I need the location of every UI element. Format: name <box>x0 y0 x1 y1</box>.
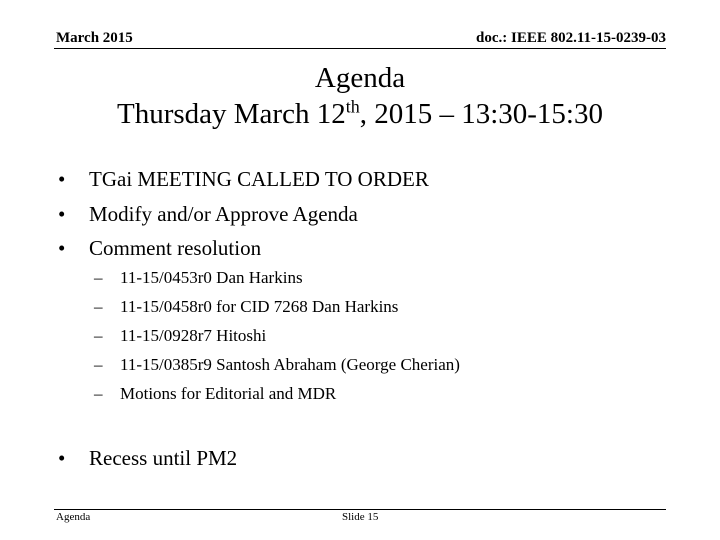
title-line-2-pre: Thursday March 12 <box>116 98 346 130</box>
dash-icon: – <box>94 355 103 374</box>
bullet-item <box>58 162 429 197</box>
sub-item-text: 11-15/0928r7 Hitoshi <box>120 326 267 345</box>
bullet-text: Recess until PM2 <box>89 446 238 470</box>
footer-label: Agenda <box>56 511 91 523</box>
bullet-icon: • <box>58 236 66 260</box>
sub-item <box>94 350 460 379</box>
sub-item-text: 11-15/0458r0 for CID 7268 Dan Harkins <box>120 297 399 316</box>
sub-item <box>94 379 460 408</box>
title-line-1: Agenda <box>314 62 406 94</box>
sub-item-list <box>94 263 460 408</box>
dash-icon: – <box>94 268 103 287</box>
bullet-item <box>58 197 429 232</box>
sub-item <box>94 292 460 321</box>
bullet-text: TGai MEETING CALLED TO ORDER <box>89 167 429 191</box>
bullet-item-recess <box>58 443 237 473</box>
bullet-icon: • <box>58 446 66 470</box>
bullet-list <box>58 162 429 266</box>
dash-icon: – <box>94 297 103 316</box>
slide-title <box>0 60 720 132</box>
bullet-text: Modify and/or Approve Agenda <box>89 201 358 226</box>
header-date: March 2015 <box>56 30 133 46</box>
bullet-item <box>58 231 429 266</box>
header-divider <box>54 48 666 49</box>
sub-item-text: 11-15/0385r9 Santosh Abraham (George Cherian) <box>120 355 460 374</box>
bullet-icon: • <box>58 167 66 191</box>
slide-number: Slide 15 <box>342 511 379 523</box>
title-line-2-superscript: th <box>345 96 360 117</box>
sub-item-text: Motions for Editorial and MDR <box>120 384 337 403</box>
dash-icon: – <box>94 384 103 403</box>
dash-icon: – <box>94 326 103 345</box>
header-doc-id: doc.: IEEE 802.11-15-0239-03 <box>475 30 666 46</box>
sub-item <box>94 263 460 292</box>
footer-divider <box>54 509 666 510</box>
sub-item <box>94 321 460 350</box>
title-line-2 <box>0 96 720 132</box>
title-line-2-post: , 2015 – 13:30-15:30 <box>359 98 603 130</box>
bullet-icon: • <box>58 201 66 226</box>
bullet-text: Comment resolution <box>89 236 262 260</box>
sub-item-text: 11-15/0453r0 Dan Harkins <box>120 268 303 287</box>
